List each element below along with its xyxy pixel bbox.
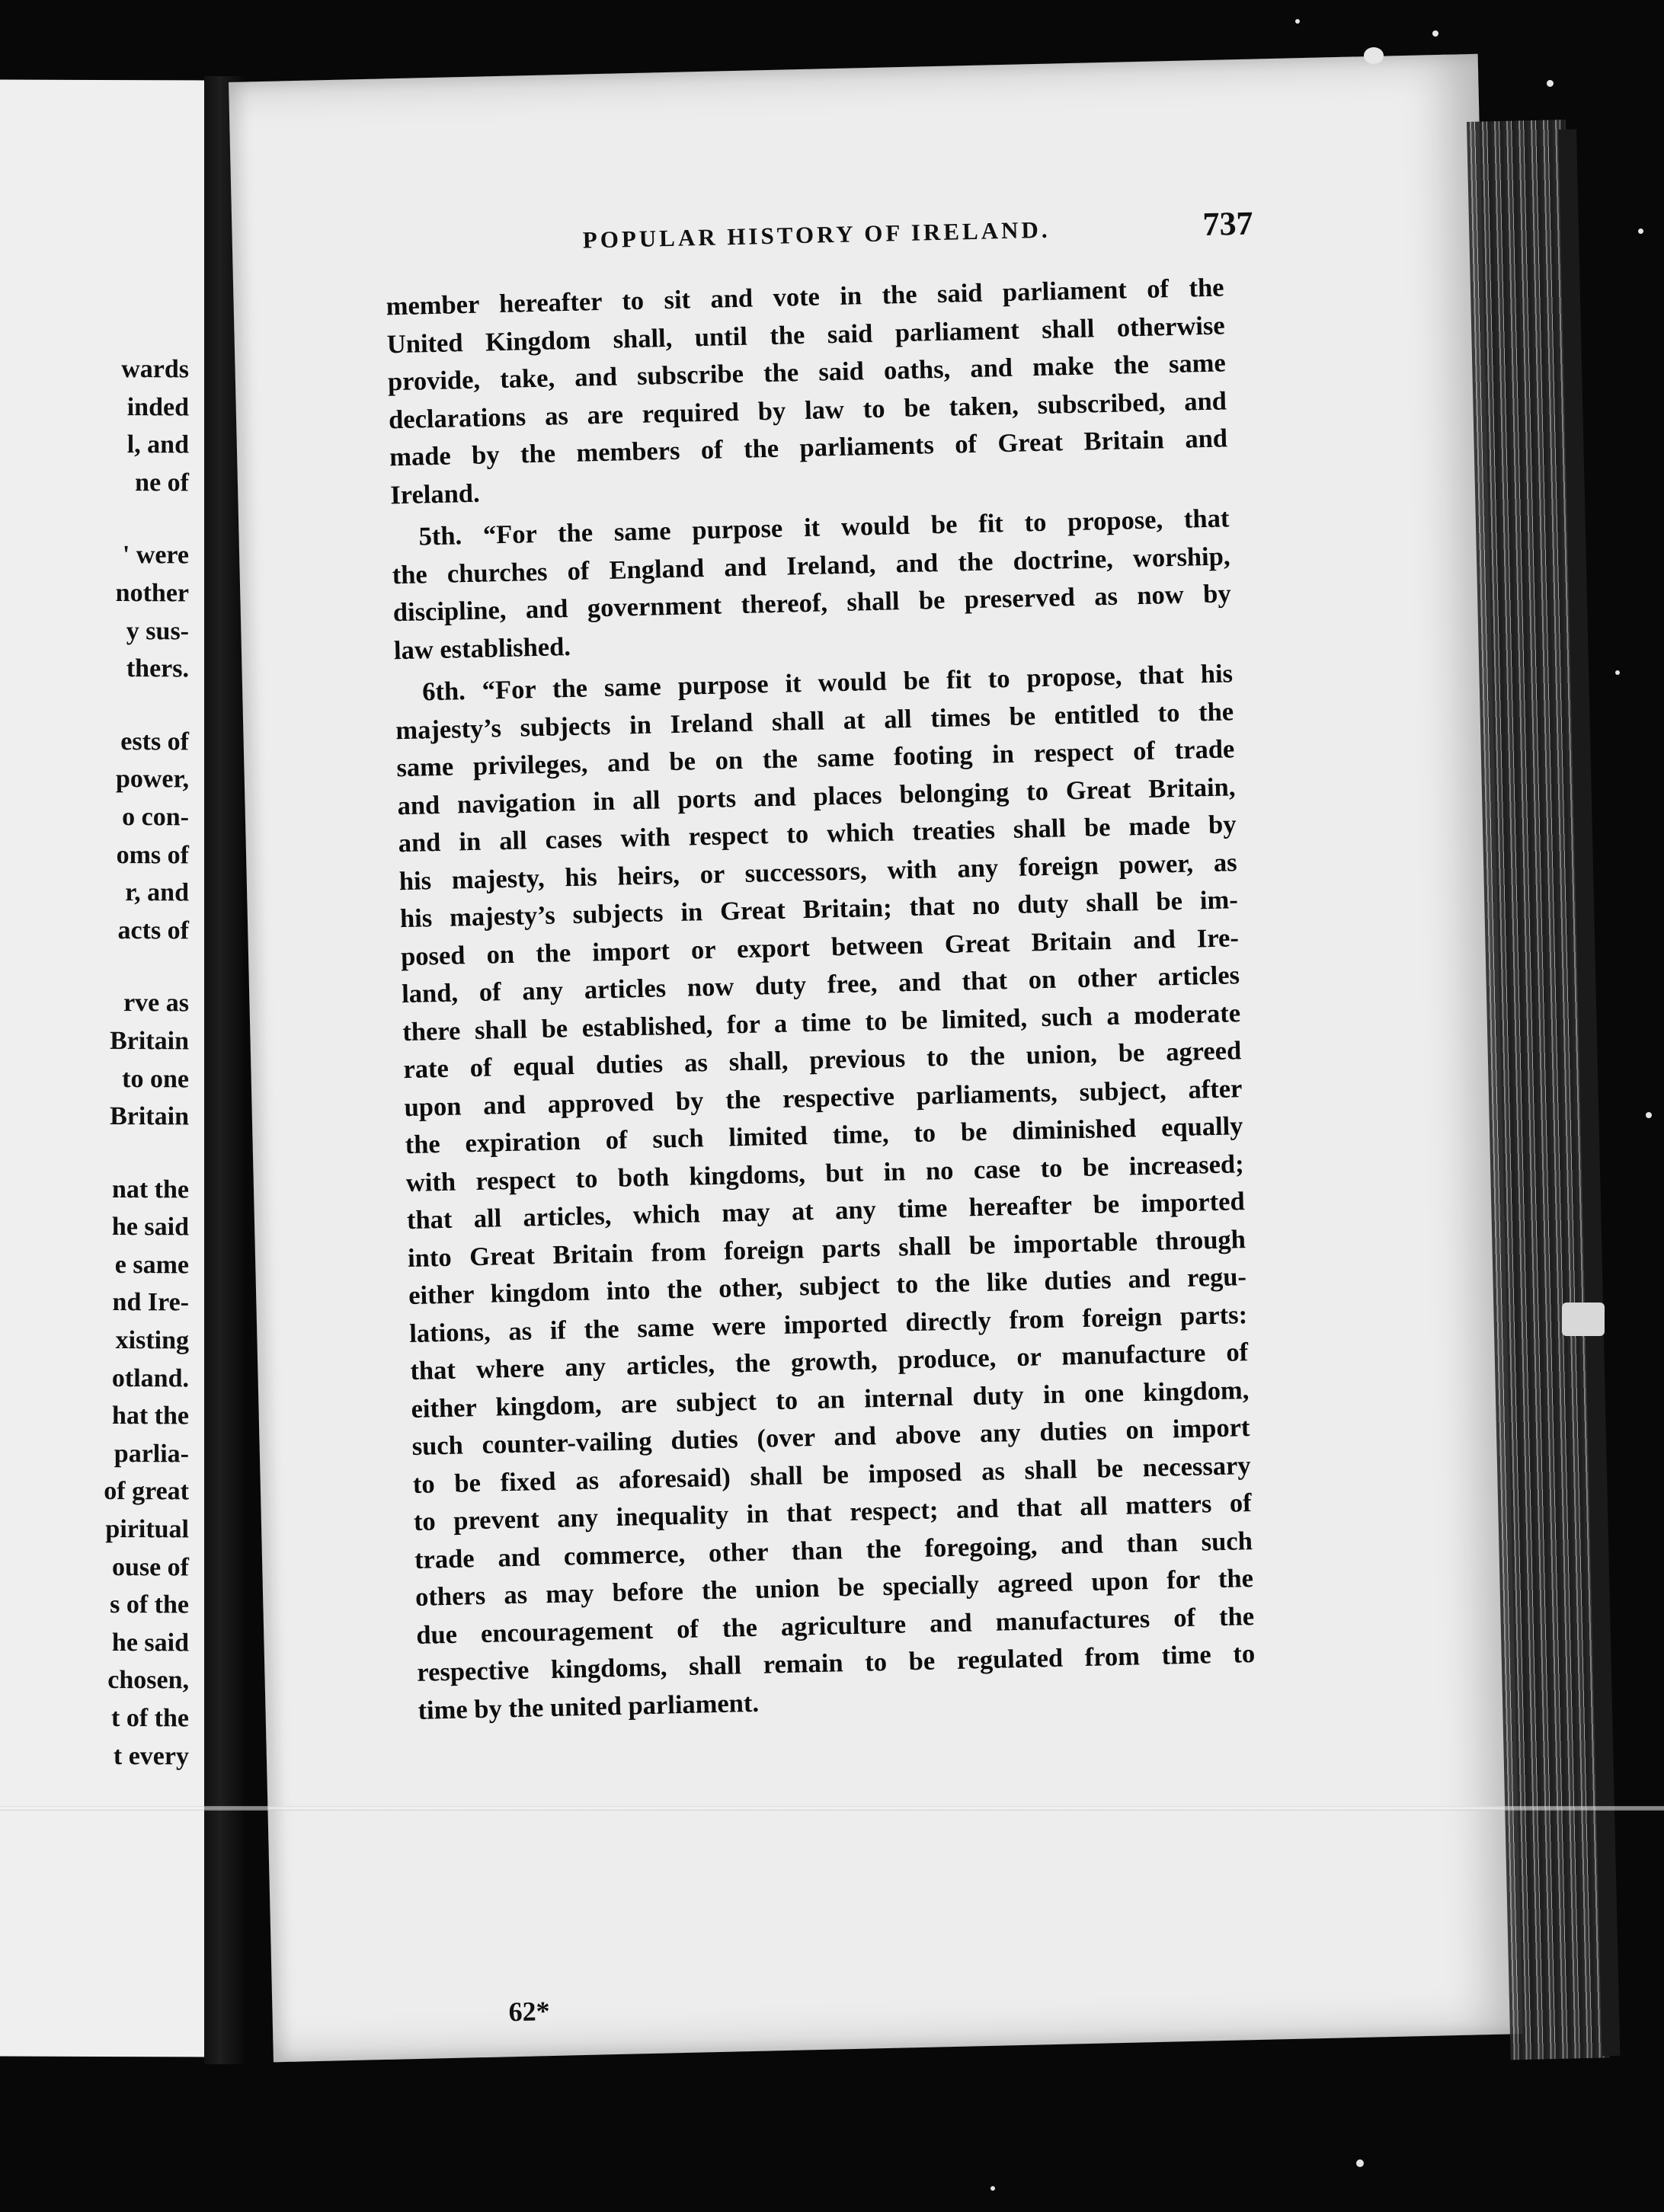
left-page-text-fragments bbox=[0, 350, 189, 1776]
left-page-line: hat the bbox=[111, 1402, 189, 1430]
text-line: member hereafter to sit and vote in the said parliament of the bbox=[386, 273, 1224, 321]
text-line: his majesty, his heirs, or successors, with any foreign power, as bbox=[398, 847, 1237, 896]
left-page-line: rve as bbox=[123, 989, 189, 1018]
left-page-line: he said bbox=[111, 1628, 189, 1657]
left-page-line: piritual bbox=[105, 1515, 189, 1544]
text-line: posed on the import or export between Great Britain and Ire- bbox=[400, 922, 1240, 971]
paragraph-1 bbox=[386, 269, 1228, 514]
left-page-line: ' were bbox=[122, 541, 189, 570]
page-header bbox=[300, 204, 1253, 279]
left-page-line: e same bbox=[114, 1250, 189, 1280]
left-page-line: s of the bbox=[110, 1590, 189, 1619]
left-page-gap bbox=[0, 1135, 189, 1171]
left-page-line: wards bbox=[121, 355, 189, 384]
paragraph-6th bbox=[395, 655, 1256, 1730]
text-line: declarations as are required by law to be taken, subscribed, and bbox=[388, 385, 1227, 434]
text-line: majesty’s subjects in Ireland shall at all times be entitled to the bbox=[395, 696, 1234, 745]
left-page-line: chosen, bbox=[107, 1666, 189, 1695]
left-page-gap bbox=[0, 949, 189, 985]
text-line: with respect to both kingdoms, but in no case to be increased; bbox=[405, 1149, 1244, 1197]
left-page-line: inded bbox=[126, 392, 189, 421]
text-line: upon and approved by the respective parliaments, subject, after bbox=[404, 1073, 1243, 1122]
text-line: United Kingdom shall, until the said parliament shall otherwise bbox=[386, 310, 1226, 359]
text-line: there shall be established, for a time to be limited, such a moderate bbox=[402, 998, 1241, 1047]
text-line: due encouragement of the agriculture and manufactures of the bbox=[415, 1601, 1255, 1650]
scan-line-artifact bbox=[0, 1806, 1664, 1811]
paragraph-5th bbox=[391, 500, 1232, 670]
left-page-line: ne of bbox=[135, 468, 189, 497]
text-line: to prevent any inequality in that respect; and that all matters of bbox=[413, 1488, 1253, 1536]
left-facing-page bbox=[0, 80, 204, 2057]
text-line: 6th. “For the same purpose it would be fit to propose, that his bbox=[421, 659, 1234, 707]
left-page-line: nd Ire- bbox=[112, 1288, 189, 1317]
text-line: and in all cases with respect to which treaties shall be made by bbox=[398, 810, 1237, 858]
signature-mark: 62* bbox=[508, 1996, 551, 2028]
text-line: lations, as if the same were imported directly from foreign parts: bbox=[408, 1299, 1248, 1348]
left-page-line: to one bbox=[122, 1064, 189, 1093]
left-page-line: of great bbox=[104, 1477, 189, 1506]
right-page bbox=[229, 54, 1523, 2063]
running-head: POPULAR HISTORY OF IRELAND. bbox=[582, 216, 1051, 254]
text-line: either kingdom into the other, subject to the like duties and regu- bbox=[408, 1262, 1247, 1311]
text-line: to be fixed as aforesaid) shall be imposed as shall be necessary bbox=[412, 1450, 1251, 1499]
left-page-line: y sus- bbox=[126, 616, 189, 645]
left-page-line: Britain bbox=[110, 1102, 189, 1131]
dust-speck bbox=[990, 2186, 995, 2191]
left-page-line: r, and bbox=[125, 878, 189, 907]
text-line: law established. bbox=[393, 631, 571, 665]
page-number: 737 bbox=[1202, 204, 1254, 244]
dust-speck bbox=[1432, 30, 1438, 37]
text-line: the expiration of such limited time, to be diminished equally bbox=[405, 1111, 1243, 1160]
dust-speck bbox=[1364, 47, 1384, 64]
left-page-line: otland. bbox=[111, 1363, 189, 1393]
text-line: discipline, and government thereof, shall be preserved as now by bbox=[392, 579, 1232, 628]
left-page-line: oms of bbox=[116, 840, 189, 869]
text-line: the churches of England and Ireland, and the doctrine, worship, bbox=[392, 541, 1230, 590]
left-page-line: Britain bbox=[110, 1026, 189, 1056]
left-page-line: nat the bbox=[111, 1175, 189, 1204]
left-page-line: t of the bbox=[111, 1704, 189, 1733]
left-page-line: power, bbox=[115, 765, 189, 794]
dust-speck bbox=[1646, 1112, 1652, 1118]
text-line: made by the members of the parliaments of Great Britain and bbox=[389, 424, 1228, 472]
text-line: same privileges, and be on the same footing in respect of trade bbox=[396, 734, 1235, 783]
text-line: such counter-vailing duties (over and above any duties on import bbox=[411, 1413, 1250, 1461]
text-line: provide, take, and subscribe the said oaths, and make the same bbox=[387, 348, 1227, 397]
left-page-line: o con- bbox=[122, 803, 189, 832]
left-page-gap bbox=[0, 501, 189, 537]
left-page-line: xisting bbox=[115, 1326, 189, 1355]
text-line: rate of equal duties as shall, previous to the union, be agreed bbox=[403, 1036, 1242, 1085]
left-page-line: acts of bbox=[117, 916, 189, 945]
text-line: Ireland. bbox=[389, 478, 481, 510]
left-page-line: thers. bbox=[126, 654, 189, 683]
text-line: trade and commerce, other than the foregoing, and than such bbox=[414, 1526, 1253, 1574]
text-line: his majesty’s subjects in Great Britain; that no duty shall be im- bbox=[399, 885, 1239, 934]
text-line: either kingdom, are subject to an internal duty in one kingdom, bbox=[411, 1375, 1250, 1424]
left-page-line: he said bbox=[111, 1213, 189, 1242]
dust-speck bbox=[1295, 19, 1300, 24]
left-page-line: nother bbox=[115, 579, 189, 608]
left-page-line: ouse of bbox=[111, 1552, 189, 1582]
left-page-gap bbox=[0, 687, 189, 723]
text-line: 5th. “For the same purpose it would be fit to propose, that bbox=[418, 503, 1230, 551]
page-body bbox=[386, 269, 1256, 1734]
text-line: that where any articles, the growth, produce, or manufacture of bbox=[410, 1338, 1249, 1386]
left-page-line: ests of bbox=[120, 727, 189, 756]
left-page-line: l, and bbox=[126, 430, 189, 459]
text-line: and navigation in all ports and places belonging to Great Britain, bbox=[397, 772, 1236, 820]
text-line: land, of any articles now duty free, and that on other articles bbox=[401, 961, 1240, 1009]
text-line: into Great Britain from foreign parts shall be importable through bbox=[407, 1224, 1246, 1273]
left-page-line: t every bbox=[113, 1741, 189, 1770]
text-line: respective kingdoms, shall remain to be regulated from time to bbox=[417, 1638, 1256, 1687]
text-line: time by the united parliament. bbox=[418, 1688, 760, 1725]
dust-speck bbox=[1615, 670, 1620, 675]
dust-speck bbox=[1638, 229, 1643, 234]
dust-speck bbox=[1356, 2159, 1364, 2167]
left-page-line: parlia- bbox=[114, 1439, 189, 1469]
dust-speck bbox=[1547, 80, 1554, 87]
text-line: that all articles, which may at any time hereafter be imported bbox=[406, 1187, 1246, 1235]
text-line: others as may before the union be specially agreed upon for the bbox=[414, 1563, 1254, 1612]
paper-tab bbox=[1562, 1303, 1605, 1336]
